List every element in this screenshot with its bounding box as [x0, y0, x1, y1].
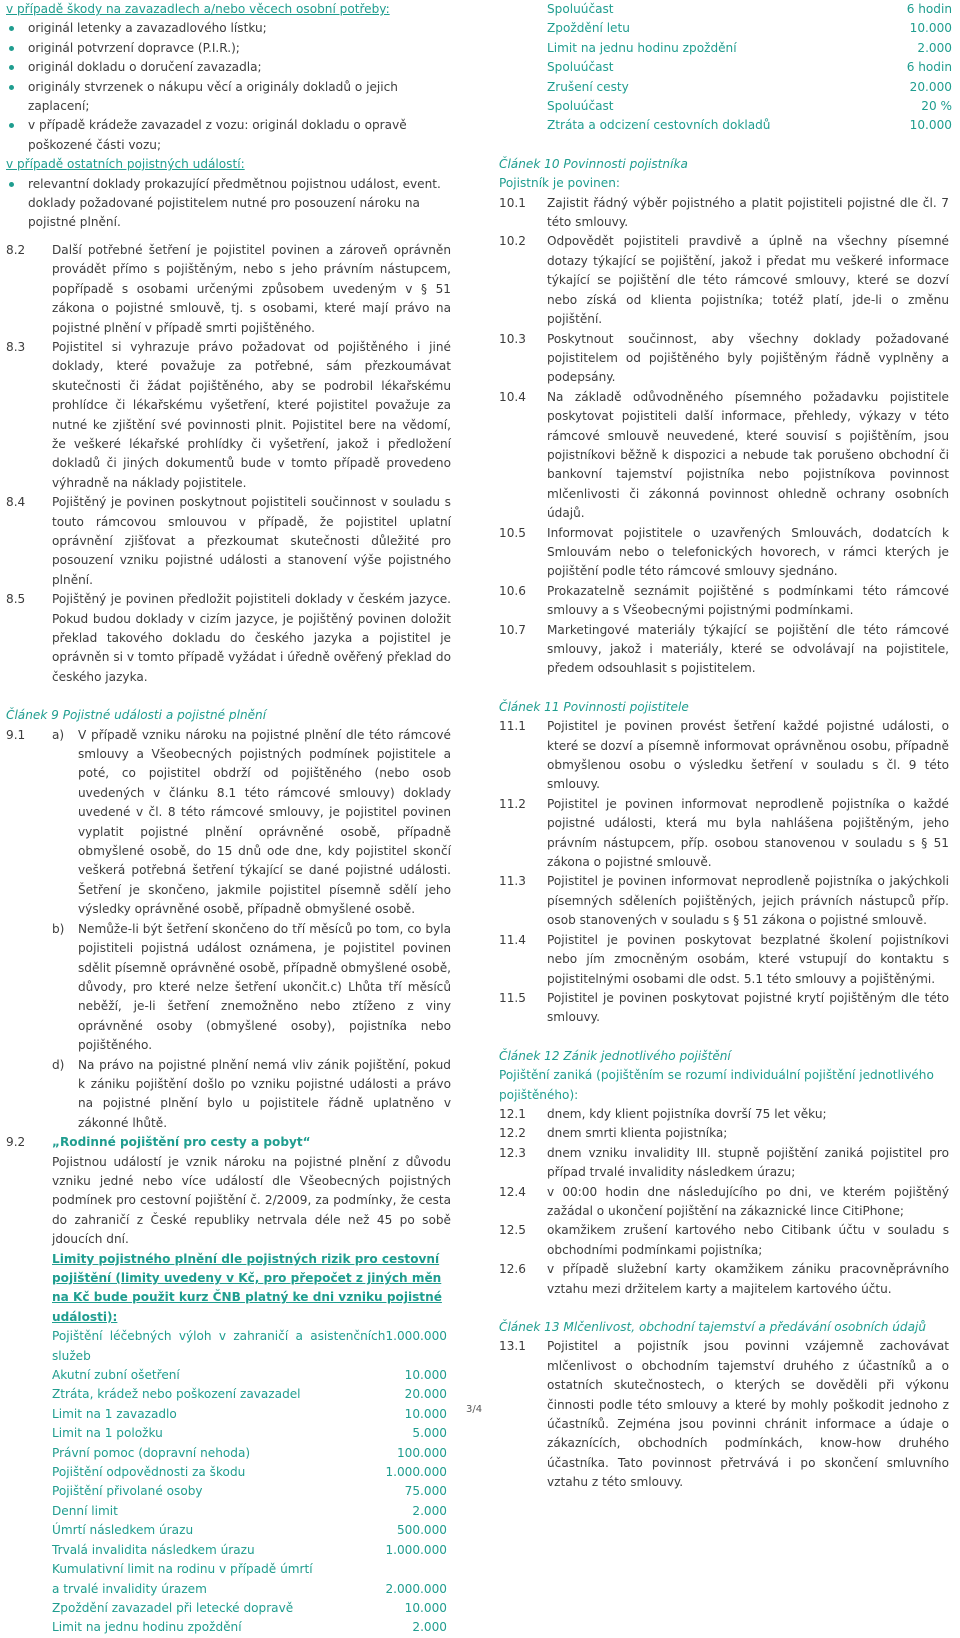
- clause-11-2: 11.2 Pojistitel je povinen informovat neprodleně pojistníka o každé pojistné události, která mu byla nahlášena pojištěným, jeho právním nástupcem, příp. osobou stanovenou v souladu s § 51 zákona o pojistné smlouvě.: [499, 796, 949, 870]
- clause-8-5: 8.5 Pojištěný je povinen předložit pojistiteli doklady v českém jazyce. Pokud budou doklady v cizím jazyce, je pojištěný povinen doložit překlad takového dokladu do českého jazyka a pojistitel je oprávněn si v tomto případě vyžádat i úředně ověřený překlad do českého jazyka.: [6, 592, 451, 684]
- table-row: Kumulativní limit na rodinu v případě úmrtí: [52, 1562, 313, 1577]
- limits-table-continued: [547, 0, 952, 136]
- clause-10-1: 10.1 Zajistit řádný výběr pojistného a platit pojistiteli pojistné dle čl. 7 této smlouvy.: [499, 195, 949, 230]
- clause-8-2: 8.2 Další potřebné šetření je pojistitel povinen a zároveň oprávněn provádět přímo s pojištěným, nebo s jeho právním nástupcem, popřípadě s osobami určenými způsobem uvedeným v § 51 zákona o pojistné smlouvě, tj. s osobami, které mají právo na pojistné plnění v případě smrti pojištěného.: [6, 242, 451, 335]
- clause-10-5: 10.5 Informovat pojistitele o uzavřených Smlouvách, dodatcích k Smlouvám nebo o telefonických hovorech, v rámci kterých je pojištění podle této rámcové smlouvy sjednáno.: [499, 525, 949, 579]
- list-item: originál dokladu o doručení zavazadla;: [6, 58, 451, 77]
- article-13-title: Článek 13 Mlčenlivost, obchodní tajemství a předávání osobních údajů: [499, 1320, 927, 1334]
- other-heading: v případě ostatních pojistných událostí:: [6, 157, 245, 172]
- clause-9-2-title: „Rodinné pojištění pro cesty a pobyt“: [52, 1135, 311, 1150]
- clause-10-4: 10.4 Na základě odůvodněného písemného požadavku pojistitele poskytovat pojistiteli další informace, přehledy, výkazy v této rámcové smlouvě neuvedené, které souvisí s pojištěním, jsou pojistníkovi běžně k dispozici a nebude tak porušeno obchodní či bankovní tajemství pojistníka nebo pojistníkova povinnost mlčenlivosti či zákonná povinnost ohledně ochrany osobních údajů.: [499, 389, 949, 521]
- clause-10-2: 10.2 Odpovědět pojistiteli pravdivě a úplně na všechny písemné dotazy týkající se pojištění, jakož i předat mu veškeré informace týkající se pojištění dle této rámcové smlouvy, které se dozví nebo získá od klienta pojistníka; totéž platí, jde-li o změnu pojištění.: [499, 234, 949, 327]
- list-item: originály stvrzenek o nákupu věcí a originály dokladů o jejich zaplacení;: [6, 78, 451, 117]
- right-column: [499, 0, 952, 1493]
- clause-12-3: 12.3 dnem vzniku invalidity III. stupně pojištění zaniká pojistitel pro případ trvalé invalidity následkem úrazu;: [499, 1145, 949, 1180]
- table-row: Limit na jednu hodinu zpoždění 2.000: [547, 39, 952, 58]
- table-row: Pojištění léčebných výloh v zahraničí a asistenčních služeb 1.000.000: [52, 1327, 447, 1366]
- damage-heading: v případě škody na zavazadlech a/nebo věcech osobní potřeby:: [6, 2, 390, 16]
- table-row: Spoluúčast 6 hodin: [547, 0, 952, 19]
- article-9-title: Článek 9 Pojistné události a pojistné plnění: [6, 708, 267, 723]
- list-item: originál letenky a zavazadlového lístku;: [6, 19, 451, 38]
- limits-heading: Limity pojistného plnění dle pojistných rizik pro cestovní pojištění (limity uvedeny v Kč, pro přepočet z jiných měn na Kč bude použit kurz ČNB platný ke dni vzniku pojistné události):: [52, 1251, 442, 1324]
- limits-table: [52, 1327, 451, 1638]
- list-item: originál potvrzení dopravce (P.I.R.);: [6, 39, 451, 58]
- clause-10-6: 10.6 Prokazatelně seznámit pojištěné s podmínkami této rámcové smlouvy a s Všeobecnými pojistnými podmínkami.: [499, 583, 949, 618]
- table-row: Spoluúčast 20 %: [547, 99, 952, 114]
- table-row: Zpoždění zavazadel při letecké dopravě 10.000: [52, 1600, 447, 1615]
- left-column: [6, 0, 451, 1638]
- article-12-intro: Pojištění zaniká (pojištěním se rozumí individuální pojištění jednotlivého pojištěného):: [499, 1068, 934, 1102]
- clause-12-5: 12.5 okamžikem zrušení kartového nebo Citibank účtu v souladu s obchodními podmínkami pojistníka;: [499, 1223, 949, 1257]
- clause-10-3: 10.3 Poskytnout součinnost, aby všechny doklady požadované pojistitelem od pojištěného byly pojištěným řádně vyplněny a podepsány.: [499, 331, 949, 385]
- article-12-title: Článek 12 Zánik jednotlivého pojištění: [499, 1048, 731, 1063]
- clause-11-5: 11.5 Pojistitel je povinen poskytovat pojistné krytí pojištěným dle této smlouvy.: [499, 990, 949, 1025]
- page-number: 3/4: [466, 1404, 483, 1415]
- clause-9-1-b: b) Nemůže-li být šetření skončeno do tří měsíců po tom, co byla pojistiteli pojistná událost oznámena, je pojistitel povinen sdělit písemně oprávněné osobě, případně obmyšlené osobě, důvody, pro které nelze šetření ukončit.c) Lhůta tří měsíců neběží, je-li šetření znemožněno nebo ztíženo z viny oprávněné osoby (obmyšlené osoby), pojistníka nebo pojištěného.: [52, 921, 451, 1053]
- table-row: Pojištění přivolané osoby 75.000: [52, 1484, 447, 1499]
- clause-12-2: 12.2 dnem smrti klienta pojistníka;: [499, 1126, 728, 1141]
- article-11-title: Článek 11 Povinnosti pojistitele: [499, 699, 689, 714]
- clause-13-1: 13.1 Pojistitel a pojistník jsou povinni vzájemně zachovávat mlčenlivost o obchodním tajemství druhého z účastníků a o ostatních skutečnostech, o kterých se dověděli při výkonu činnosti podle této smlouvy a které by mohly poškodit jednoho z účastníků. Zejména jsou povinni chránit informace a údaje o zákaznících, obchodních podmínkách, know-how druhého účastníka. Tato povinnost přetrvává i po skončení smluvního vztahu z této smlouvy.: [499, 1339, 949, 1490]
- clause-12-6: 12.6 v případě služební karty okamžikem zániku pracovněprávního vztahu mezi držitelem karty a majitelem kartového účtu.: [499, 1262, 949, 1296]
- table-row: Ztráta a odcizení cestovních dokladů 10.000: [547, 116, 952, 135]
- table-row: Úmrtí následkem úrazu 500.000: [52, 1523, 447, 1538]
- clause-11-3: 11.3 Pojistitel je povinen informovat neprodleně pojistníka o jakýchkoli písemných sděleních pojištěných, jejich právních nástupců příp. osob stanovených v souladu s § 51 zákona o pojistné smlouvě.: [499, 874, 949, 928]
- table-row: Zpoždění letu 10.000: [547, 21, 952, 36]
- article-10-intro: Pojistník je povinen:: [499, 176, 620, 191]
- table-row: Limit na 1 zavazadlo 10.000: [52, 1406, 447, 1421]
- clause-9-1-a: a) V případě vzniku nároku na pojistné plnění dle této rámcové smlouvy a Všeobecných pojistných podmínek pojistitele a poté, co pojistitel obdrží od pojištěného (nebo osob uvedených v článku 8.1 této rámcové smlouvy) doklady uvedené v čl. 8 této rámcové smlouvy, je pojistitel povinen vyplatit pojistné plnění oprávněné osobě, případně obmyšlené osobě, do 15 dnů ode dne, kdy pojistitel skončí veškerá potřebná šetření týkající se dané pojistné události. Šetření je skončeno, jakmile pojistitel písemně sdělí jeho výsledky oprávněné osobě, případně obmyšlené osobě.: [52, 727, 451, 917]
- clause-10-7: 10.7 Marketingové materiály týkající se pojištění dle této rámcové smlouvy, jakož i materiály, které se odvolávají na pojistitele, předem odsouhlasit s pojistitelem.: [499, 622, 949, 676]
- table-row: Limit na jednu hodinu zpoždění 2.000: [52, 1618, 447, 1637]
- damage-list: [6, 19, 451, 155]
- clause-11-1: 11.1 Pojistitel je povinen provést šetření každé pojistné události, o které se dozví a písemně informovat oprávněnou osobu, případně obmyšlenou osobu o výsledku šetření v souladu s čl. 9 této smlouvy.: [499, 719, 949, 792]
- clause-8-3: 8.3 Pojistitel si vyhrazuje právo požadovat od pojištěného i jiné doklady, které považuje za potřebné, sám přezkoumávat skutečnosti či žádat pojištěného, aby se podrobil lékařskému prohlídce či lékařskému vyšetření, které pojistitel považuje za nutné ke zjištění své povinnosti plnit. Pojistitel bere na vědomí, že veškeré lékařské prohlídky či vyšetření, jakož i předložení dokladů či jiných dokumentů bude v tomto případě provedeno výhradně na náklady pojistitele.: [6, 339, 451, 490]
- table-row: Zrušení cesty 20.000: [547, 78, 952, 97]
- clause-9-2: 9.2 „Rodinné pojištění pro cesty a pobyt“ Pojistnou událostí je vznik nároku na pojistné plnění z důvodu vzniku jedné nebo více událostí dle Všeobecných pojistných podmínek pro cestovní pojištění č. 2/2009, za podmínky, že cesta do zahraničí z České republiky netrvala déle než 45 po sobě jdoucích dní. Limity pojistného plnění dle pojistných rizik pro cestovní pojištění (limity uvedeny v Kč, pro přepočet z jiných měn na Kč bude použit kurz ČNB platný ke dni vzniku pojistné události): Pojištění léčebných výloh v zahraničí a asistenčních služeb 1.000.000 Akutní zubní ošetření 10.000 Ztráta, krádež nebo poškození zavazadel 20.000 Limit na 1 zavazadlo 10.000 Limit na 1 položku 5.000 Právní pomoc (dopravní nehoda) 100.000 Pojištění odpovědnosti za škodu 1.000.000 Pojištění přivolané osoby 75.000 Denní limit 2.000 Úmrtí následkem úrazu 500.000 Trvalá invalidita následkem úrazu 1.000.000 Kumulativní limit na rodinu v případě úmrtí a trvalé invalidity úrazem 2.000.000 Zpoždění zavazadel při letecké dopravě 10.000 Limit na jednu hodinu zpoždění 2.000: [6, 1133, 451, 1638]
- clause-12-1: 12.1 dnem, kdy klient pojistníka dovrší 75 let věku;: [499, 1106, 827, 1121]
- clause-9-1-d: d) Na právo na pojistné plnění nemá vliv zánik pojištění, pokud k zániku pojištění došlo po vzniku pojistné události a právo na pojistné plnění bylo u pojistitele řádně uplatněno v zákonné lhůtě.: [52, 1057, 451, 1130]
- clause-12-4: 12.4 v 00:00 hodin dne následujícího po dni, ve kterém pojištěný zažádal o ukončení pojištění na zákaznické lince CitiPhone;: [499, 1184, 949, 1218]
- table-row: Spoluúčast 6 hodin: [547, 60, 952, 75]
- table-row: a trvalé invalidity úrazem 2.000.000: [52, 1580, 447, 1599]
- table-row: Denní limit 2.000: [52, 1502, 447, 1521]
- table-row: Akutní zubní ošetření 10.000: [52, 1368, 447, 1383]
- clause-9-2-text: Pojistnou událostí je vznik nároku na pojistné plnění z důvodu vzniku jedné nebo více událostí dle Všeobecných pojistných podmínek pro cestovní pojištění č. 2/2009, za podmínky, že cesta do zahraničí z České republiky netrvala déle než 45 po sobě jdoucích dní.: [52, 1154, 451, 1247]
- clause-11-4: 11.4 Pojistitel je povinen poskytovat bezplatné školení pojistníkovi nebo jím zmocněným osobám, které vstupují do kontaktu s pojistitelnými osobami dle odst. 5.1 této smlouvy a pojištěnými.: [499, 932, 949, 986]
- clause-9-1: 9.1 a) V případě vzniku nároku na pojistné plnění dle této rámcové smlouvy a Všeobecných pojistných podmínek pojistitele a poté, co pojistitel obdrží od pojištěného (nebo osob uvedených v článku 8.1 této rámcové smlouvy) doklady uvedené v čl. 8 této rámcové smlouvy, je pojistitel povinen vyplatit pojistné plnění oprávněné osobě, případně obmyšlené osobě, do 15 dnů ode dne, kdy pojistitel skončí veškerá potřebná šetření týkající se dané pojistné události. Šetření je skončeno, jakmile pojistitel písemně sdělí jeho výsledky oprávněné osobě, případně obmyšlené osobě. b) Nemůže-li být šetření skončeno do tří měsíců po tom, co byla pojistiteli pojistná událost oznámena, je pojistitel povinen sdělit písemně oprávněné osobě, případně obmyšlené osobě, důvody, pro které nelze šetření ukončit.c) Lhůta tří měsíců neběží, je-li šetření znemožněno nebo ztíženo z viny oprávněné osoby (obmyšlené osoby), pojistníka nebo pojištěného. d) Na právo na pojistné plnění nemá vliv zánik pojištění, pokud k zániku pojištění došlo po vzniku pojistné události a právo na pojistné plnění bylo u pojistitele řádně uplatněno v zákonné lhůtě.: [6, 726, 451, 1134]
- table-row: Pojištění odpovědnosti za škodu 1.000.000: [52, 1463, 447, 1482]
- table-row: Trvalá invalidita následkem úrazu 1.000.000: [52, 1541, 447, 1560]
- list-item: relevantní doklady prokazující předmětnou pojistnou událost, event. doklady požadované pojistitelem nutné pro posouzení nároku na pojistné plnění.: [6, 175, 451, 233]
- list-item: v případě krádeže zavazadel z vozu: originál dokladu o opravě poškozené části vozu;: [6, 116, 451, 155]
- clause-8-4: 8.4 Pojištěný je povinen poskytnout pojistiteli součinnost v souladu s touto rámcovou smlouvou v případě, že pojistitel uplatní oprávnění zjišťovat a přezkoumat skutečnosti důležité pro posouzení vzniku pojistné události a stanovení výše pojistného plnění.: [6, 495, 451, 587]
- table-row: Právní pomoc (dopravní nehoda) 100.000: [52, 1445, 447, 1460]
- table-row: Limit na 1 položku 5.000: [52, 1424, 447, 1443]
- article-10-title: Článek 10 Povinnosti pojistníka: [499, 156, 688, 171]
- table-row: Ztráta, krádež nebo poškození zavazadel 20.000: [52, 1385, 447, 1404]
